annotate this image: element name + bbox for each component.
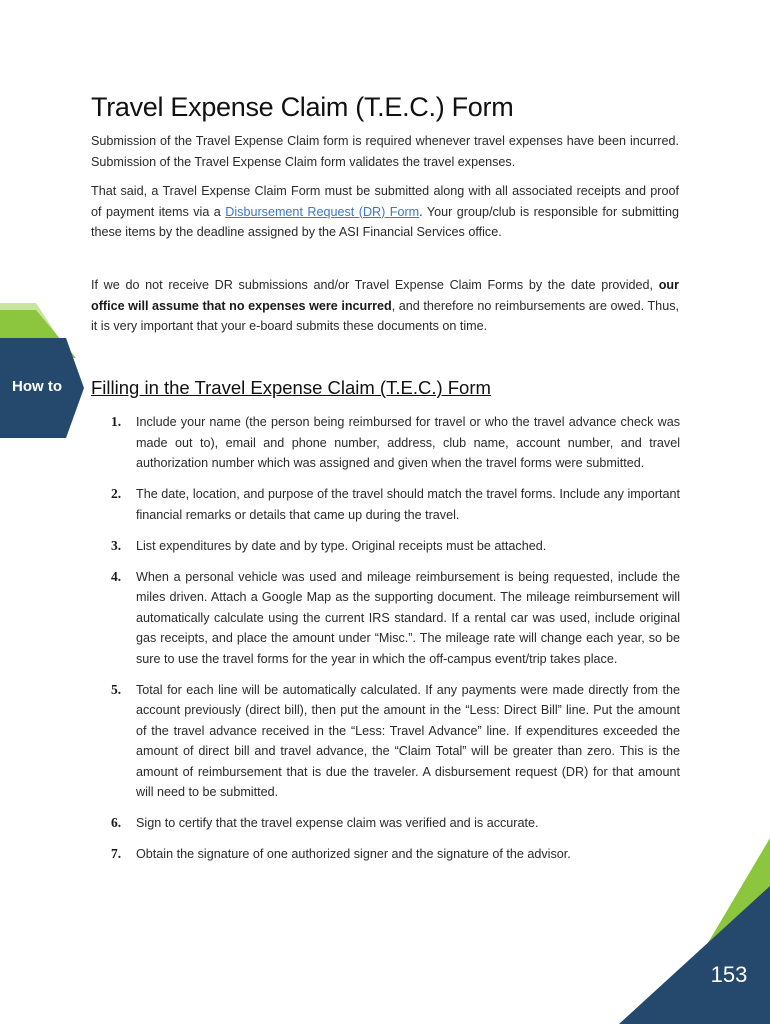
section-title: Filling in the Travel Expense Claim (T.E.C.) Form — [91, 377, 491, 398]
step-number: 1. — [111, 414, 122, 429]
step-item — [111, 567, 680, 670]
step-text: Total for each line will be automatically calculated. If any payments were made directly from the account previously (direct bill), then put the amount in the “Less: Direct Bill” line. Put the amount of the travel advance received in the “Less: Travel Advance” line. If expenditures exceeded the amount of direct bill and travel advance, the “Claim Total” will be greater than zero. This is the amount of reimbursement that is due the traveler. A disbursement request (DR) for that amount will need to be submitted. — [136, 682, 680, 799]
intro-paragraph-1: Submission of the Travel Expense Claim form is required whenever travel expenses have been incurred. Submission of the Travel Expense Claim form validates the travel expenses. — [91, 134, 679, 169]
steps-list — [111, 412, 680, 875]
step-item — [111, 484, 680, 525]
step-number: 4. — [111, 568, 122, 584]
intro-paragraph-3 — [91, 275, 679, 337]
step-item — [111, 412, 680, 474]
step-text: When a personal vehicle was used and mileage reimbursement is being requested, include the miles driven. Attach a Google Map as the supporting document. The mileage reimbursement will automatically calculate using the current IRS standard. If a rental car was used, include original gas receipts, and place the amount under “Misc.”. The mileage rate will change each year, so be sure to use the travel forms for the year in which the off-campus event/trip takes place. — [136, 569, 680, 666]
step-number: 5. — [111, 681, 122, 697]
step-item — [111, 536, 680, 557]
step-text: Include your name (the person being reimbursed for travel or who the travel advance check was made out to), email and phone number, address, club name, account number, and travel authorization number which was assigned and given when the travel forms were submitted. — [136, 415, 680, 470]
side-tab-graphic — [0, 300, 90, 445]
intro-paragraph-3-start: If we do not receive DR submissions and/or Travel Expense Claim Forms by the date provided, — [91, 278, 659, 292]
step-number: 2. — [111, 486, 122, 501]
step-text: Sign to certify that the travel expense claim was verified and is accurate. — [136, 816, 539, 830]
step-text: List expenditures by date and by type. Original receipts must be attached. — [136, 538, 547, 553]
intro-paragraph-2 — [91, 181, 679, 243]
intro-paragraph-2-start: That said, a Travel Expense Claim Form must be submitted along with all associated receipts and proof of payment items via a — [91, 184, 679, 219]
intro-paragraph-2-end: . Your group/club is responsible for submitting these items by the deadline assigned by the ASI Financial Services office. — [91, 204, 679, 239]
side-tab-label: How to — [12, 378, 62, 395]
step-text: Obtain the signature of one authorized signer and the signature of the advisor. — [136, 847, 571, 861]
page-number: 153 — [710, 962, 748, 987]
disbursement-request-link[interactable]: Disbursement Request (DR) Form — [225, 204, 420, 219]
step-item — [111, 813, 680, 834]
page-title: Travel Expense Claim (T.E.C.) Form — [91, 92, 514, 122]
step-number: 7. — [111, 846, 122, 861]
step-text: The date, location, and purpose of the travel should match the travel forms. Include any important financial remarks or details that came up during the travel. — [136, 487, 680, 522]
step-item — [111, 844, 680, 865]
step-item — [111, 680, 680, 803]
intro-paragraph-3-end: , and therefore no reimbursements are owed. Thus, it is very important that your e-board submits these documents on time. — [91, 298, 679, 333]
step-number: 3. — [111, 537, 122, 553]
corner-decoration — [616, 838, 770, 1024]
no-expenses-warning: our office will assume that no expenses were incurred — [91, 278, 679, 313]
step-number: 6. — [111, 815, 122, 830]
